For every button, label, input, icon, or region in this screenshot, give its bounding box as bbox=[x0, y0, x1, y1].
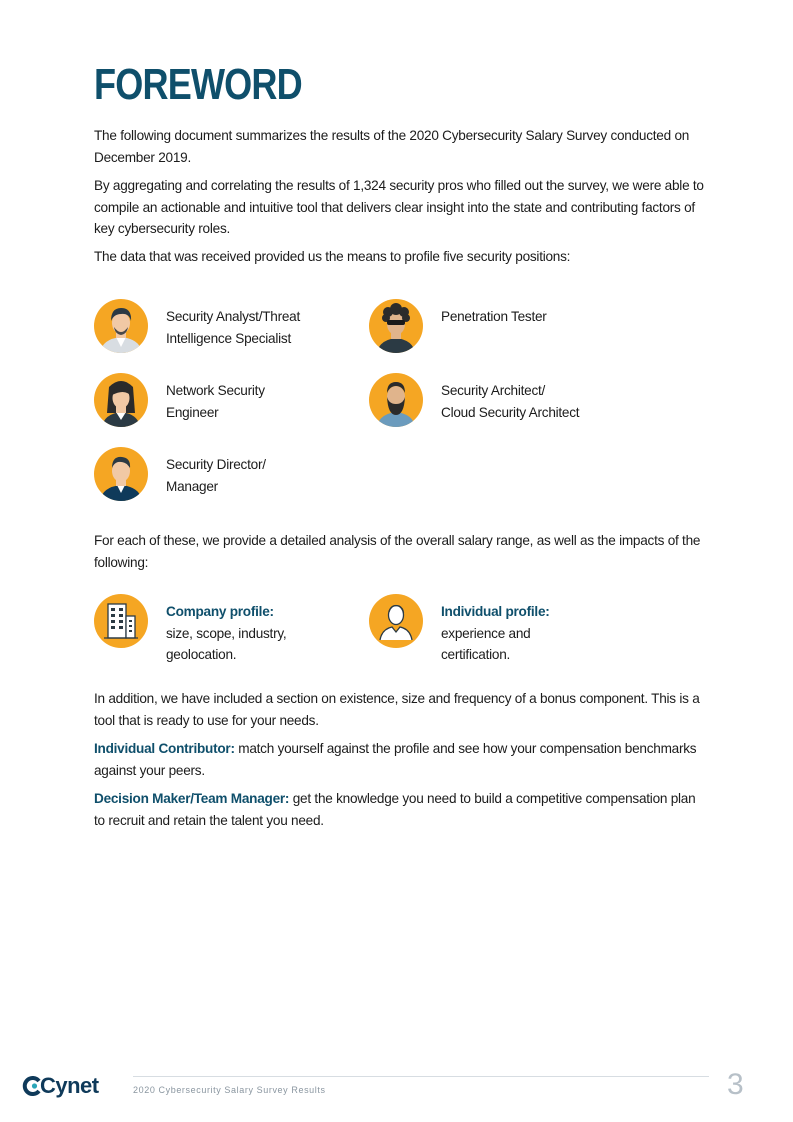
impact-label: Company profile: size, scope, industry, geolocation. bbox=[166, 604, 287, 662]
bonus-paragraph: In addition, we have included a section on existence, size and frequency of a bonus component. This is a tool that is ready to use for your needs. bbox=[94, 691, 700, 728]
role-label: Penetration Tester bbox=[441, 309, 547, 324]
intro-paragraph-2: By aggregating and correlating the results of 1,324 security pros who filled out the survey, we were able to compile an actionable and intuitive tool that delivers clear insight into the state and contributing factors of key cybersecurity roles. bbox=[94, 178, 704, 236]
brand-name: Cynet bbox=[40, 1073, 99, 1098]
role-analyst bbox=[94, 299, 364, 355]
analyst-avatar-icon bbox=[94, 299, 148, 353]
network-engineer-avatar-icon bbox=[94, 373, 148, 427]
footer-divider bbox=[133, 1076, 709, 1077]
architect-avatar-icon bbox=[369, 373, 423, 427]
contributor-paragraph bbox=[94, 738, 704, 781]
impact-individual-profile bbox=[369, 594, 639, 664]
role-director bbox=[94, 447, 364, 503]
role-label: Security Analyst/Threat Intelligence Specialist bbox=[166, 309, 301, 346]
role-pentester bbox=[369, 299, 639, 355]
role-architect bbox=[369, 373, 639, 429]
role-label: Network Security Engineer bbox=[166, 383, 265, 420]
manager-text: get the knowledge you need to build a competitive compensation plan to recruit and retain the talent you need. bbox=[94, 791, 696, 828]
role-label: Security Architect/ Cloud Security Architect bbox=[441, 383, 580, 420]
intro-paragraph-1: The following document summarizes the results of the 2020 Cybersecurity Salary Survey conducted on December 2019. bbox=[94, 128, 690, 165]
person-icon bbox=[369, 594, 423, 648]
analysis-intro: For each of these, we provide a detailed analysis of the overall salary range, as well as the impacts of the following: bbox=[94, 533, 701, 570]
intro-paragraph-3: The data that was received provided us the means to profile five security positions: bbox=[94, 249, 571, 264]
cynet-logo bbox=[22, 1073, 118, 1099]
pentester-avatar-icon bbox=[369, 299, 423, 353]
role-label: Security Director/ Manager bbox=[166, 457, 266, 494]
cynet-logo-icon bbox=[22, 1076, 42, 1096]
page-number: 3 bbox=[727, 1068, 744, 1101]
manager-label: Decision Maker/Team Manager: bbox=[94, 791, 290, 806]
role-network-engineer bbox=[94, 373, 364, 429]
page-title: FOREWORD bbox=[94, 60, 302, 109]
contributor-label: Individual Contributor: bbox=[94, 741, 235, 756]
director-avatar-icon bbox=[94, 447, 148, 501]
impact-company-profile bbox=[94, 594, 364, 664]
building-icon bbox=[94, 594, 148, 648]
footer-doc-title: 2020 Cybersecurity Salary Survey Results bbox=[133, 1085, 326, 1095]
contributor-text: match yourself against the profile and see how your compensation benchmarks against your peers. bbox=[94, 741, 697, 778]
impact-label: Individual profile: experience and certification. bbox=[441, 604, 550, 662]
manager-paragraph bbox=[94, 788, 704, 831]
